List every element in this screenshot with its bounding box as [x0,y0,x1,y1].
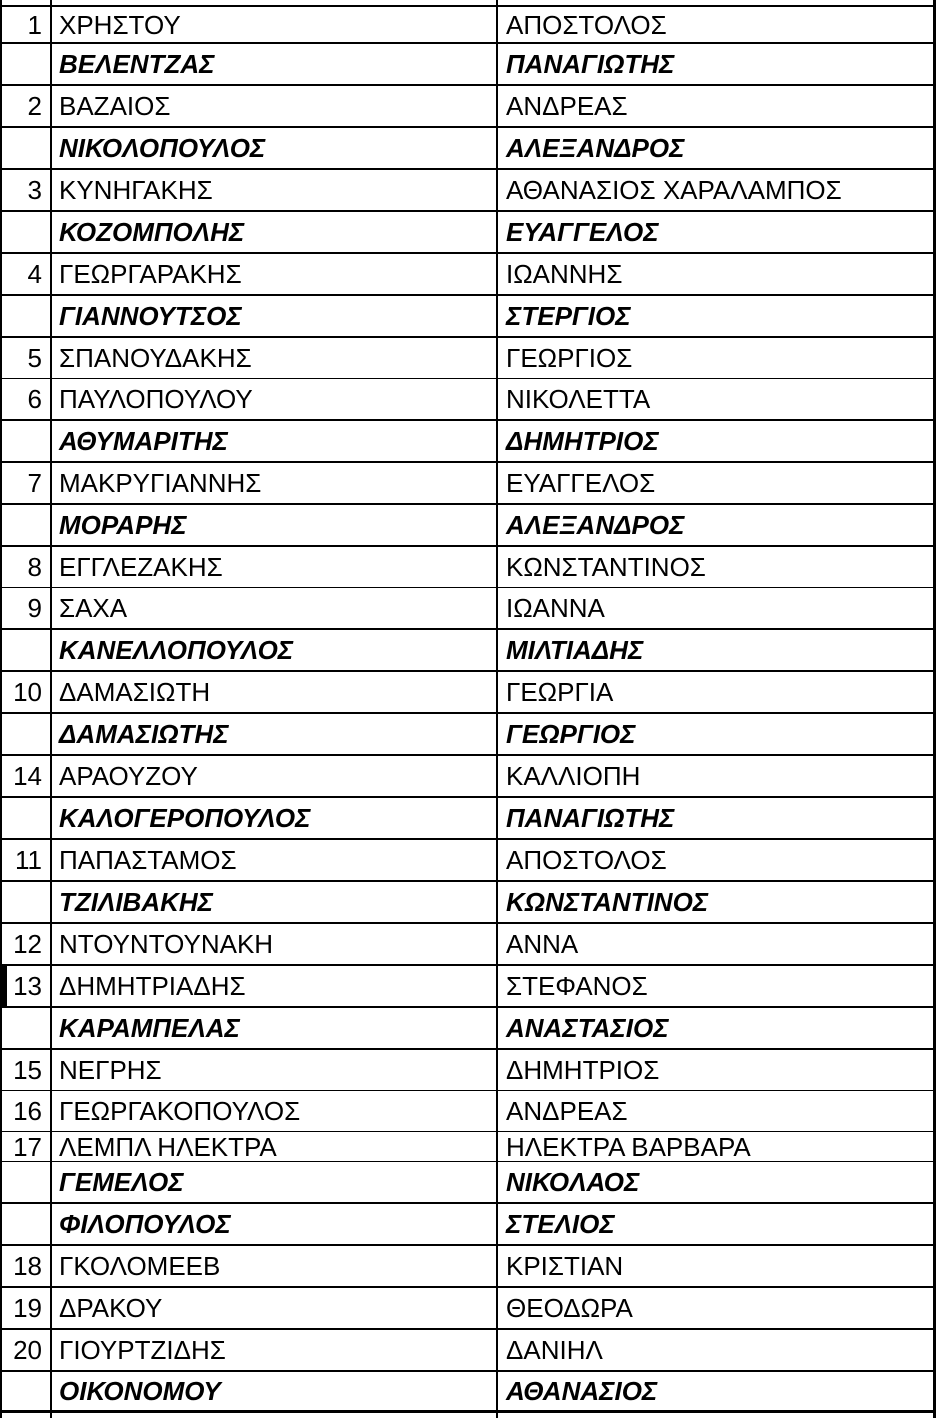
surname-cell: ΣΠΑΝΟΥΔΑΚΗΣ [52,338,498,378]
table-row [2,1090,933,1131]
table-row [2,1244,933,1286]
surname-cell: ΛΕΜΠΛ ΗΛΕΚΤΡΑ [52,1132,498,1161]
table-row [2,1202,933,1244]
given-name-cell: ΝΙΚΟΛΑΟΣ [506,1167,640,1197]
given-name-cell: ΚΩΝΣΤΑΝΤΙΝΟΣ [506,887,709,917]
surname-cell: ΓΙΟΥΡΤΖΙΔΗΣ [52,1330,498,1370]
given-name-cell: ΑΝΑΣΤΑΣΙΟΣ [506,1013,669,1043]
table-row [2,587,933,628]
given-name-cell: ΚΩΝΣΤΑΝΤΙΝΟΣ [506,552,706,582]
row-number-cell [2,128,52,168]
surname-cell: ΔΑΜΑΣΙΩΤΗ [52,672,498,712]
table-row [2,210,933,252]
table-row [2,964,933,1006]
table-row [2,545,933,587]
surname-cell: ΠΑΥΛΟΠΟΥΛΟΥ [52,379,498,419]
table-row [2,84,933,126]
surname-cell: ΚΑΛΟΓΕΡΟΠΟΥΛΟΣ [52,798,498,838]
row-number-cell: 11 [2,840,52,880]
row-number-cell: 8 [2,547,52,587]
given-name-cell: ΑΠΟΣΤΟΛΟΣ [506,845,667,875]
given-name-cell [498,1413,933,1418]
given-name-cell: ΗΛΕΚΤΡΑ ΒΑΡΒΑΡΑ [506,1132,751,1161]
surname-cell: ΑΘΥΜΑΡΙΤΗΣ [52,421,498,461]
surname-cell: ΝΤΟΥΝΤΟΥΝΑΚΗ [52,924,498,964]
surname-cell: ΓΕΜΕΛΟΣ [52,1162,498,1202]
given-name-cell: ΔΑΝΙΗΛ [506,1335,603,1365]
given-name-cell: ΑΝΔΡΕΑΣ [506,91,628,121]
table-row [2,880,933,922]
row-number-cell [2,296,52,336]
surname-cell: ΓΚΟΛΟΜΕΕΒ [52,1246,498,1286]
table-row [2,1286,933,1328]
given-name-cell: ΚΡΙΣΤΙΑΝ [506,1251,624,1281]
row-number-cell [2,44,52,84]
row-number-cell [2,1204,52,1244]
surname-cell [52,1413,498,1418]
surname-cell: ΧΡΗΣΤΟΥ [52,7,498,42]
given-name-cell: ΝΙΚΟΛΕΤΤΑ [506,384,651,414]
given-name-cell: ΠΑΝΑΓΙΩΤΗΣ [506,803,675,833]
given-name-cell: ΕΥΑΓΓΕΛΟΣ [506,217,659,247]
table-row [2,461,933,503]
row-number-cell [2,882,52,922]
table-row [2,5,933,42]
row-number-cell [2,421,52,461]
surname-cell: ΕΓΓΛΕΖΑΚΗΣ [52,547,498,587]
surname-cell: ΟΙΚΟΝΟΜΟΥ [52,1372,498,1410]
surname-cell: ΚΟΖΟΜΠΟΛΗΣ [52,212,498,252]
given-name-cell: ΙΩΑΝΝΑ [506,593,605,623]
row-number-cell [2,1008,52,1048]
table-row [2,838,933,880]
surname-cell: ΣΑΧΑ [52,588,498,628]
given-name-cell: ΓΕΩΡΓΙΟΣ [506,343,633,373]
given-name-cell: ΜΙΛΤΙΑΔΗΣ [506,635,644,665]
table-row [2,670,933,712]
given-name-cell: ΑΝΔΡΕΑΣ [506,1096,628,1126]
row-number-cell: 18 [2,1246,52,1286]
given-name-cell: ΑΠΟΣΤΟΛΟΣ [506,9,667,40]
given-name-cell: ΓΕΩΡΓΙΟΣ [506,719,636,749]
given-name-cell: ΔΗΜΗΤΡΙΟΣ [506,426,659,456]
surname-cell: ΒΑΖΑΙΟΣ [52,86,498,126]
row-number-cell: 10 [2,672,52,712]
surname-cell: ΓΕΩΡΓΑΡΑΚΗΣ [52,254,498,294]
row-number-cell [2,630,52,670]
row-number-cell [2,798,52,838]
given-name-cell: ΓΕΩΡΓΙΑ [506,677,614,707]
surname-cell: ΚΥΝΗΓΑΚΗΣ [52,170,498,210]
given-name-cell: ΚΑΛΛΙΟΠΗ [506,761,641,791]
table-row [2,1131,933,1161]
table-row [2,1161,933,1202]
surname-cell: ΝΕΓΡΗΣ [52,1050,498,1090]
given-name-cell: ΠΑΝΑΓΙΩΤΗΣ [506,49,675,79]
row-number-cell: 17 [2,1132,52,1161]
surname-cell: ΔΗΜΗΤΡΙΑΔΗΣ [52,966,498,1006]
surname-cell: ΠΑΠΑΣΤΑΜΟΣ [52,840,498,880]
surname-cell: ΜΑΚΡΥΓΙΑΝΝΗΣ [52,463,498,503]
table-row [2,252,933,294]
surname-cell: ΔΡΑΚΟΥ [52,1288,498,1328]
table-row [2,712,933,754]
table-row [2,1006,933,1048]
given-name-cell: ΘΕΟΔΩΡΑ [506,1293,633,1323]
table-row [2,42,933,84]
surname-cell: ΔΑΜΑΣΙΩΤΗΣ [52,714,498,754]
table-row [2,1370,933,1410]
row-number-cell: 4 [2,254,52,294]
table-row [2,1048,933,1090]
given-name-cell: ΕΥΑΓΓΕΛΟΣ [506,468,656,498]
row-number-cell: 2 [2,86,52,126]
row-number-cell: 20 [2,1330,52,1370]
given-name-cell: ΣΤΕΦΑΝΟΣ [506,971,648,1001]
row-number-cell: 6 [2,379,52,419]
row-number-cell [2,1413,52,1418]
table-row [2,419,933,461]
table-row [2,294,933,336]
table-row [2,336,933,378]
row-number-cell [2,505,52,545]
surname-cell: ΦΙΛΟΠΟΥΛΟΣ [52,1204,498,1244]
row-number-cell: 14 [2,756,52,796]
table-row [2,796,933,838]
table-row [2,378,933,419]
surname-cell: ΜΟΡΑΡΗΣ [52,505,498,545]
row-number-cell [2,1372,52,1410]
given-name-cell: ΑΘΑΝΑΣΙΟΣ [506,1376,658,1406]
row-number-cell: 5 [2,338,52,378]
table-row-partial-bottom [2,1410,933,1418]
row-number-cell [2,1162,52,1202]
surname-cell: ΚΑΡΑΜΠΕΛΑΣ [52,1008,498,1048]
table-row [2,168,933,210]
surname-cell: ΚΑΝΕΛΛΟΠΟΥΛΟΣ [52,630,498,670]
given-name-cell: ΑΘΑΝΑΣΙΟΣ ΧΑΡΑΛΑΜΠΟΣ [506,175,842,205]
table-row [2,126,933,168]
row-number-cell: 3 [2,170,52,210]
table-row [2,922,933,964]
surname-cell: ΝΙΚΟΛΟΠΟΥΛΟΣ [52,128,498,168]
row-selection-marker [0,964,7,1008]
row-number-cell: 19 [2,1288,52,1328]
table-row [2,503,933,545]
row-number-cell [2,212,52,252]
table-row [2,1328,933,1370]
row-number-cell: 1 [2,7,52,42]
surname-cell: ΓΙΑΝΝΟΥΤΣΟΣ [52,296,498,336]
surname-cell: ΤΖΙΛΙΒΑΚΗΣ [52,882,498,922]
given-name-cell: ΑΛΕΞΑΝΔΡΟΣ [506,133,685,163]
given-name-cell: ΙΩΑΝΝΗΣ [506,259,623,289]
given-name-cell: ΣΤΕΛΙΟΣ [506,1209,615,1239]
row-number-cell: 9 [2,588,52,628]
given-name-cell: ΑΝΝΑ [506,929,579,959]
surname-cell: ΒΕΛΕΝΤΖΑΣ [52,44,498,84]
row-number-cell: 15 [2,1050,52,1090]
surname-cell: ΑΡΑΟΥΖΟΥ [52,756,498,796]
given-name-cell: ΑΛΕΞΑΝΔΡΟΣ [506,510,685,540]
row-number-cell [2,714,52,754]
row-number-cell: 16 [2,1091,52,1131]
row-number-cell: 13 [2,966,52,1006]
table-row [2,628,933,670]
surname-cell: ΓΕΩΡΓΑΚΟΠΟΥΛΟΣ [52,1091,498,1131]
given-name-cell: ΔΗΜΗΤΡΙΟΣ [506,1055,660,1085]
given-name-cell: ΣΤΕΡΓΙΟΣ [506,301,631,331]
row-number-cell: 12 [2,924,52,964]
table-row [2,754,933,796]
row-number-cell: 7 [2,463,52,503]
